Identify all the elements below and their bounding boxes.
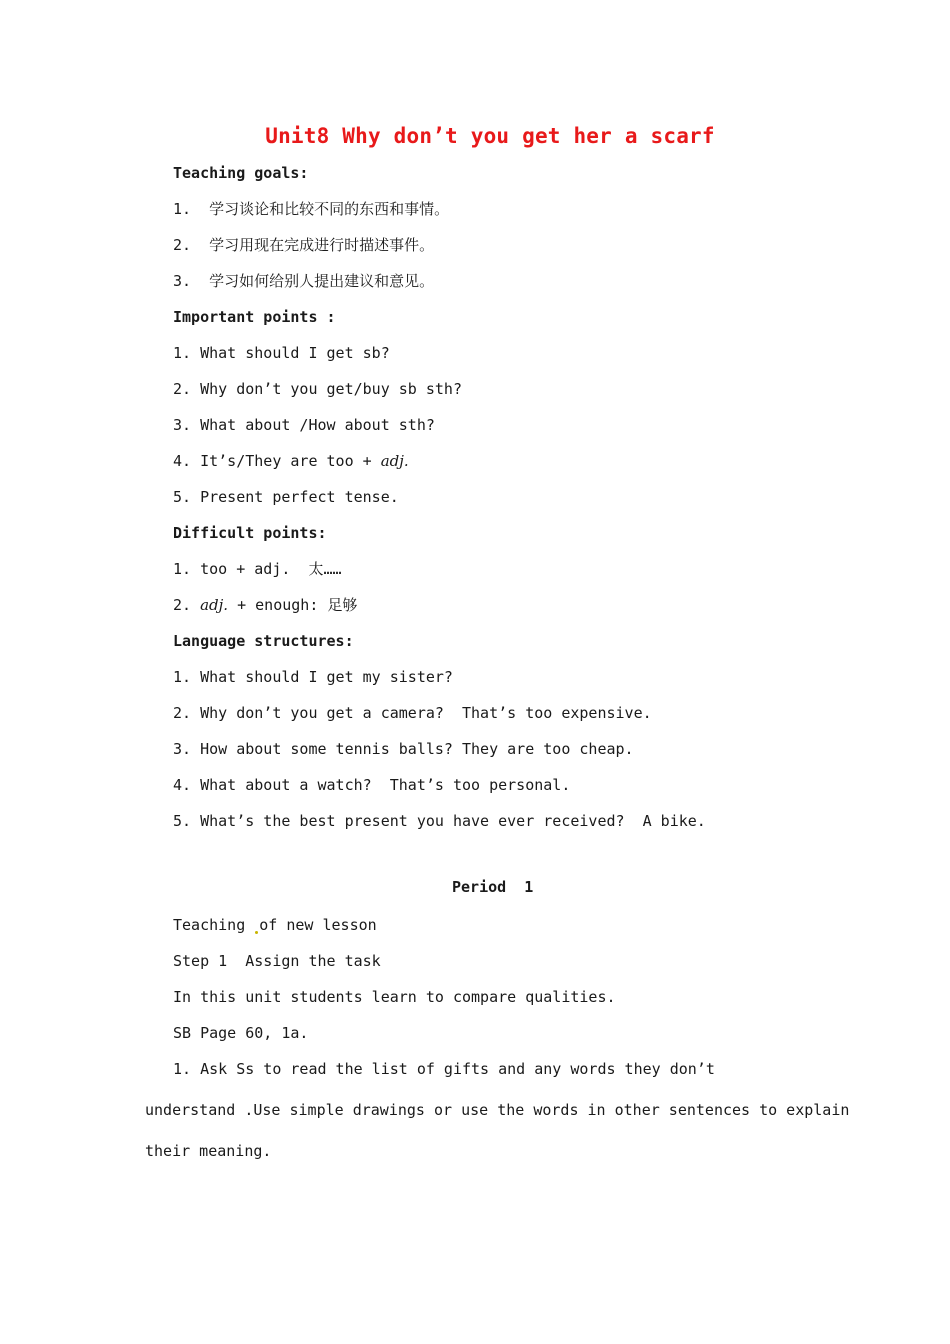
sb-page: SB Page 60, 1a. xyxy=(173,1024,309,1042)
difficult-points-heading: Difficult points: xyxy=(173,524,327,542)
document-title: Unit8 Why don’t you get her a scarf xyxy=(265,124,715,148)
important-point-1: 1. What should I get sb? xyxy=(173,344,390,362)
marker-dot xyxy=(255,931,258,934)
teaching-new-lesson-a: Teaching xyxy=(173,916,255,934)
teaching-goal-1: 1. 学习谈论和比较不同的东西和事情。 xyxy=(173,200,450,218)
paragraph-line-2: understand .Use simple drawings or use the words in other sentences to explain xyxy=(145,1101,850,1119)
difficult-point-2 xyxy=(173,595,357,615)
period-heading: Period 1 xyxy=(452,878,534,896)
intro-text: In this unit students learn to compare qualities. xyxy=(173,988,616,1006)
important-point-4-italic: adj. xyxy=(380,452,409,470)
language-structure-3: 3. How about some tennis balls? They are too cheap. xyxy=(173,740,634,758)
step-1: Step 1 Assign the task xyxy=(173,952,381,970)
difficult-point-1: 1. too + adj. 太…… xyxy=(173,560,342,578)
difficult-point-2-suffix: + enough: 足够 xyxy=(228,596,358,614)
language-structure-4: 4. What about a watch? That’s too personal. xyxy=(173,776,571,794)
important-point-4-text: 4. It’s/They are too + xyxy=(173,452,381,470)
paragraph-line-1: 1. Ask Ss to read the list of gifts and any words they don’t xyxy=(173,1060,715,1078)
important-point-3: 3. What about /How about sth? xyxy=(173,416,435,434)
teaching-goal-2: 2. 学习用现在完成进行时描述事件。 xyxy=(173,236,435,254)
language-structure-5: 5. What’s the best present you have ever received? A bike. xyxy=(173,812,706,830)
important-points-heading: Important points : xyxy=(173,308,336,326)
difficult-point-2-prefix: 2. xyxy=(173,596,201,614)
paragraph-line-3: their meaning. xyxy=(145,1142,272,1160)
difficult-point-2-italic: adj. xyxy=(200,596,229,614)
important-point-2: 2. Why don’t you get/buy sb sth? xyxy=(173,380,462,398)
important-point-5: 5. Present perfect tense. xyxy=(173,488,399,506)
language-structure-1: 1. What should I get my sister? xyxy=(173,668,453,686)
language-structures-heading: Language structures: xyxy=(173,632,354,650)
important-point-4 xyxy=(173,451,409,471)
teaching-goal-3: 3. 学习如何给别人提出建议和意见。 xyxy=(173,272,435,290)
teaching-new-lesson-b: of new lesson xyxy=(259,916,377,934)
teaching-goals-heading: Teaching goals: xyxy=(173,164,309,182)
teaching-new-lesson xyxy=(173,915,377,935)
language-structure-2: 2. Why don’t you get a camera? That’s too expensive. xyxy=(173,704,652,722)
